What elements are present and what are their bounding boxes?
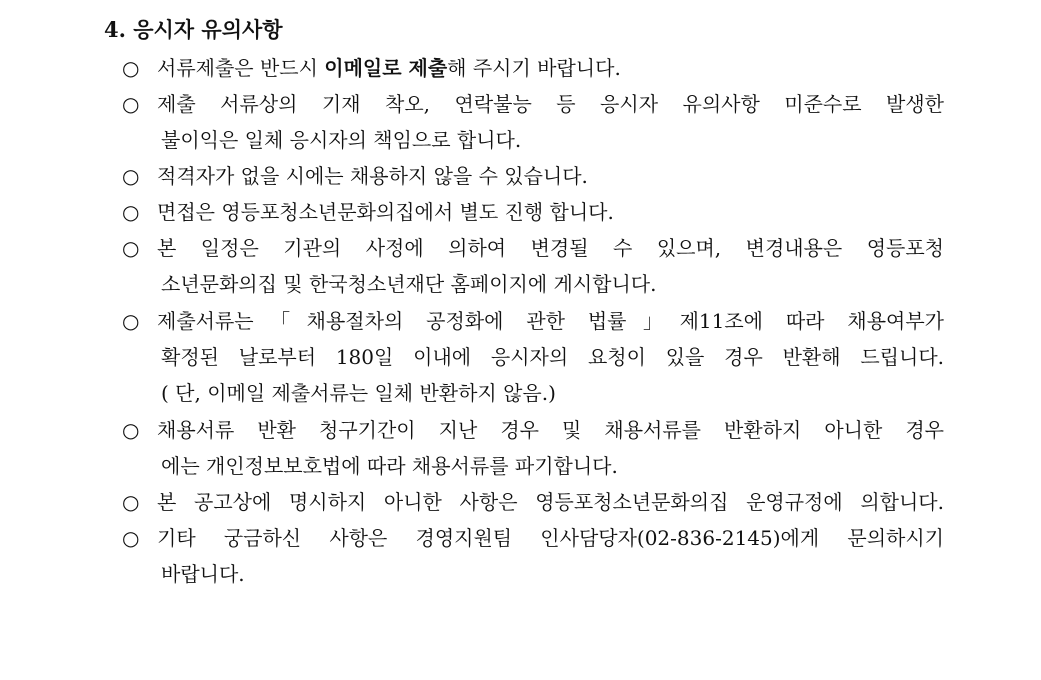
- notice-item: [122, 520, 944, 592]
- notice-line: 본 일정은 기관의 사정에 의하여 변경될 수 있으며, 변경내용은 영등포청: [157, 236, 944, 260]
- notice-item: [122, 86, 944, 158]
- notice-line: 면접은 영등포청소년문화의집에서 별도 진행 합니다.: [157, 200, 614, 224]
- notice-line: 기타 궁금하신 사항은 경영지원팀 인사담당자(02-836-2145)에게 문의하시기: [157, 526, 944, 550]
- notice-line: 바랍니다.: [161, 562, 245, 586]
- notice-line: 불이익은 일체 응시자의 책임으로 합니다.: [161, 128, 522, 152]
- notice-item: [122, 158, 944, 194]
- notice-line: [157, 50, 944, 86]
- circle-bullet-icon: ○: [122, 56, 140, 80]
- notice-line: 에는 개인정보보호법에 따라 채용서류를 파기합니다.: [161, 454, 618, 478]
- notice-emphasis: 이메일로 제출: [324, 56, 448, 80]
- circle-bullet-icon: ○: [122, 526, 140, 550]
- circle-bullet-icon: ○: [122, 200, 140, 224]
- notice-line: 제출서류는「채용절차의 공정화에 관한 법률」제11조에 따라 채용여부가: [157, 309, 944, 333]
- notice-line: 본 공고상에 명시하지 아니한 사항은 영등포청소년문화의집 운영규정에 의합니다.: [157, 490, 944, 514]
- notice-item: [122, 303, 944, 411]
- notice-line: 채용서류 반환 청구기간이 지난 경우 및 채용서류를 반환하지 아니한 경우: [157, 418, 944, 442]
- notice-line: 적격자가 없을 시에는 채용하지 않을 수 있습니다.: [157, 164, 588, 188]
- circle-bullet-icon: ○: [122, 490, 140, 514]
- notice-item: [122, 412, 944, 484]
- circle-bullet-icon: ○: [122, 309, 140, 333]
- notice-text: 해 주시기 바랍니다.: [447, 56, 621, 80]
- circle-bullet-icon: ○: [122, 236, 140, 260]
- notice-item: [122, 230, 944, 302]
- notice-line: 확정된 날로부터 180일 이내에 응시자의 요청이 있을 경우 반환해 드립니다.: [161, 345, 944, 369]
- notice-item: [122, 194, 944, 230]
- notice-line: 제출 서류상의 기재 착오, 연락불능 등 응시자 유의사항 미준수로 발생한: [157, 92, 944, 116]
- circle-bullet-icon: ○: [122, 164, 140, 188]
- notice-line: 소년문화의집 및 한국청소년재단 홈페이지에 게시합니다.: [161, 272, 657, 296]
- notice-item: [122, 484, 944, 520]
- notice-item: [122, 50, 944, 86]
- circle-bullet-icon: ○: [122, 92, 140, 116]
- section-title: 4. 응시자 유의사항: [104, 17, 283, 42]
- notice-line: ( 단, 이메일 제출서류는 일체 반환하지 않음.): [161, 381, 556, 405]
- notice-text: 서류제출은 반드시: [157, 56, 325, 80]
- circle-bullet-icon: ○: [122, 418, 140, 442]
